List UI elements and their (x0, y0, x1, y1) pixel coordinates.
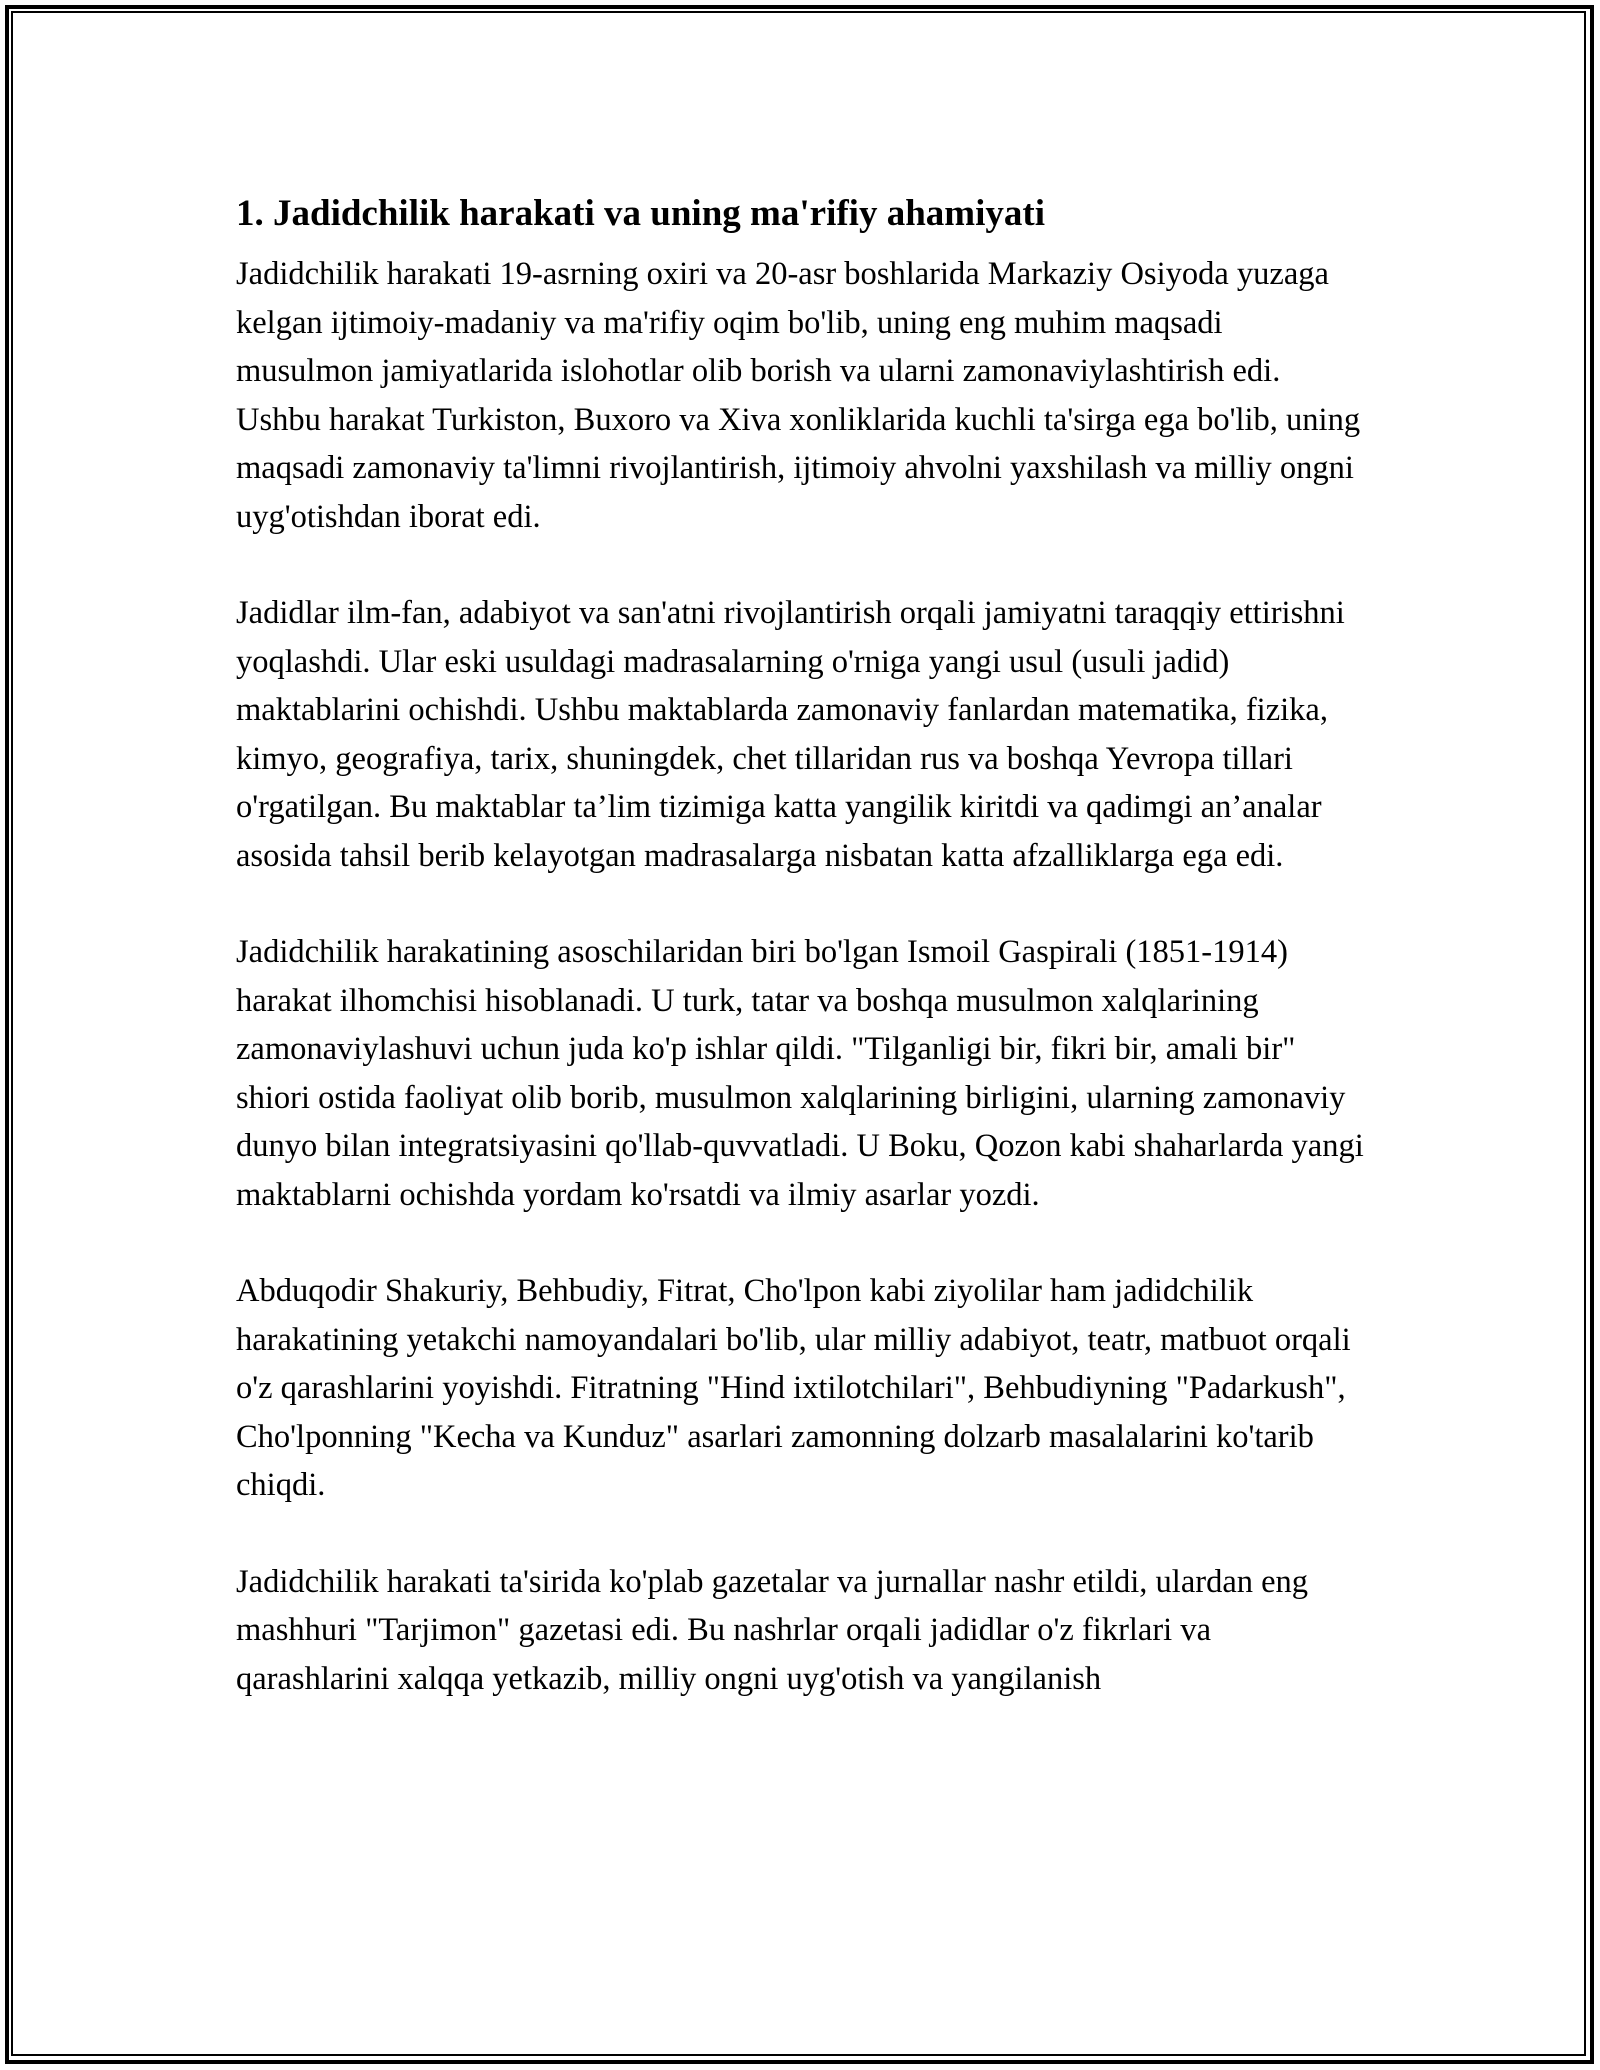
paragraph-2: Jadidlar ilm-fan, adabiyot va san'atni rivojlantirish orqali jamiyatni taraqqiy ettirishni yoqlashdi. Ular eski usuldagi madrasalarning o'rniga yangi usul (usuli jadid) maktablarini ochishdi. Ushbu maktablarda zamonaviy fanlardan matematika, fizika, kimyo, geografiya, tarix, shuningdek, chet tillaridan rus va boshqa Yevropa tillari o'rgatilgan. Bu maktablar ta’lim tizimiga katta yangilik kiritdi va qadimgi an’analar asosida tahsil berib kelayotgan madrasalarga nisbatan katta afzalliklarga ega edi. (236, 595, 1345, 874)
paragraph-5: Jadidchilik harakati ta'sirida ko'plab gazetalar va jurnallar nashr etildi, ulardan eng mashhuri "Tarjimon" gazetasi edi. Bu nashrlar orqali jadidlar o'z fikrlari va qarashlarini xalqqa yetkazib, milliy ongni uyg'otish va yangilanish (236, 1563, 1309, 1697)
document-body (236, 186, 1366, 1751)
paragraph-3: Jadidchilik harakatining asoschilaridan biri bo'lgan Ismoil Gaspirali (1851-1914) harakat ilhomchisi hisoblanadi. U turk, tatar va boshqa musulmon xalqlarining zamonaviylashuvi uchun juda ko'p ishlar qildi. "Tilganligi bir, fikri bir, amali bir" shiori ostida faoliyat olib borib, musulmon xalqlarining birligini, ularning zamonaviy dunyo bilan integratsiyasini qo'llab-quvvatladi. U Boku, Qozon kabi shaharlarda yangi maktablarni ochishda yordam ko'rsatdi va ilmiy asarlar yozdi. (236, 934, 1364, 1213)
paragraph-4: Abduqodir Shakuriy, Behbudiy, Fitrat, Cho'lpon kabi ziyolilar ham jadidchilik harakatining yetakchi namoyandalari bo'lib, ular milliy adabiyot, teatr, matbuot orqali o'z qarashlarini yoyishdi. Fitratning "Hind ixtilotchilari", Behbudiyning "Padarkush", Cho'lponning "Kecha va Kunduz" asarlari zamonning dolzarb masalalarini ko'tarib chiqdi. (236, 1273, 1351, 1503)
paragraph-1: Jadidchilik harakati 19-asrning oxiri va 20-asr boshlarida Markaziy Osiyoda yuzaga kelgan ijtimoiy-madaniy va ma'rifiy oqim bo'lib, uning eng muhim maqsadi musulmon jamiyatlarida islohotlar olib borish va ularni zamonaviylashtirish edi. Ushbu harakat Turkiston, Buxoro va Xiva xonliklarida kuchli ta'sirga ega bo'lib, uning maqsadi zamonaviy ta'limni rivojlantirish, ijtimoiy ahvolni yaxshilash va milliy ongni uyg'otishdan iborat edi. (236, 256, 1361, 535)
section-heading: 1. Jadidchilik harakati va uning ma'rifiy ahamiyati (236, 193, 1045, 234)
